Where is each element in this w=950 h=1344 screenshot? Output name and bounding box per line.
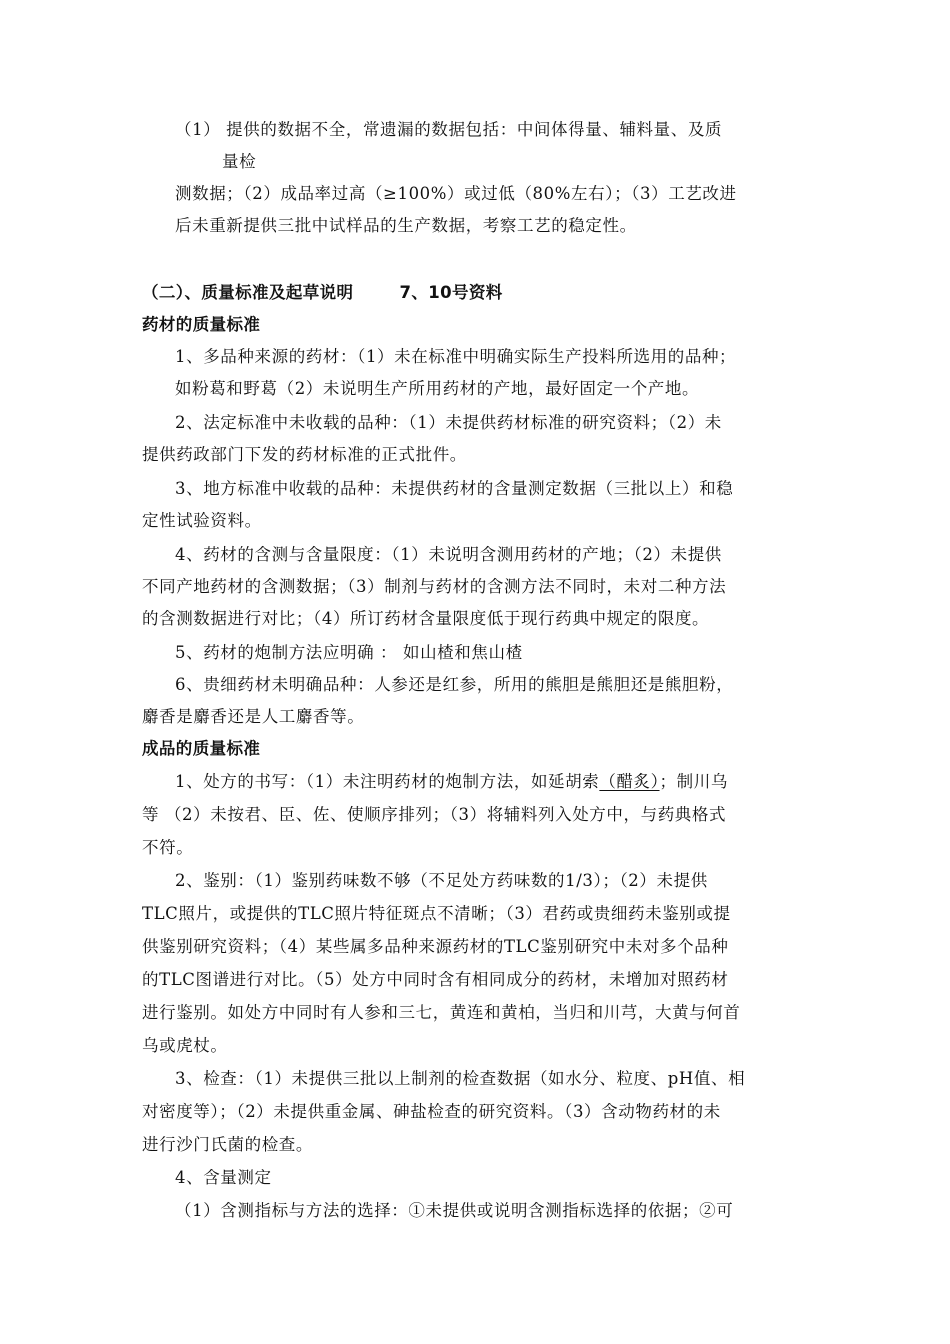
text-line: TLC照片，或提供的TLC照片特征斑点不清晰；（3）君药或贵细药未鉴别或提: [142, 904, 731, 923]
text-line: （1）含测指标与方法的选择：①未提供或说明含测指标选择的依据；②可: [175, 1201, 734, 1220]
text-line: （1） 提供的数据不全，常遗漏的数据包括：中间体得量、辅料量、及质: [175, 120, 723, 139]
text-line: 2、鉴别：（1）鉴别药味数不够（不足处方药味数的1/3）；（2）未提供: [175, 871, 708, 890]
section-title: （二）、质量标准及起草说明: [142, 283, 354, 302]
text-line: 不符。: [142, 838, 194, 857]
text-line: 5、药材的炮制方法应明确 ： 如山楂和焦山楂: [175, 643, 523, 662]
text-line: 3、地方标准中收载的品种：未提供药材的含量测定数据（三批以上）和稳: [175, 479, 734, 498]
text-line: 后未重新提供三批中试样品的生产数据，考察工艺的稳定性。: [175, 216, 637, 235]
text-line: 的TLC图谱进行对比。（5）处方中同时含有相同成分的药材，未增加对照药材: [142, 970, 729, 989]
text-line: 提供药政部门下发的药材标准的正式批件。: [142, 445, 467, 464]
section-reference: 7、10号资料: [399, 283, 503, 302]
underlined-text: （醋炙）: [599, 772, 660, 791]
text-line: 3、检查：（1）未提供三批以上制剂的检查数据（如水分、粒度、pH值、相: [175, 1069, 746, 1088]
text-line: 不同产地药材的含测数据；（3）制剂与药材的含测方法不同时，未对二种方法: [142, 577, 727, 596]
text-line: 进行沙门氏菌的检查。: [142, 1135, 313, 1154]
subsection-heading: 药材的质量标准: [142, 315, 261, 334]
subsection-heading: 成品的质量标准: [142, 739, 261, 758]
text-segment: ；制川乌: [659, 772, 728, 791]
text-line: 2、法定标准中未收载的品种：（1）未提供药材标准的研究资料；（2）未: [175, 413, 722, 432]
text-line: 量检: [222, 152, 257, 171]
text-line: 如粉葛和野葛（2）未说明生产所用药材的产地，最好固定一个产地。: [175, 379, 700, 398]
text-line: 4、含量测定: [175, 1168, 272, 1187]
text-line: 1、多品种来源的药材：（1）未在标准中明确实际生产投料所选用的品种；: [175, 347, 737, 366]
text-line: 定性试验资料。: [142, 511, 262, 530]
text-segment: 1、处方的书写：（1）未注明药材的炮制方法，如延胡索: [175, 772, 600, 791]
text-line: 测数据；（2）成品率过高（≥100%）或过低（80%左右）；（3）工艺改进: [175, 184, 737, 203]
text-line: 乌或虎杖。: [142, 1036, 228, 1055]
text-line: 等 （2）未按君、臣、佐、使顺序排列；（3）将辅料列入处方中，与药典格式: [142, 805, 727, 824]
section-heading: [142, 281, 503, 305]
text-line: 对密度等）；（2）未提供重金属、砷盐检查的研究资料。（3）含动物药材的未: [142, 1102, 721, 1121]
text-line: 4、药材的含测与含量限度：（1）未说明含测用药材的产地；（2）未提供: [175, 545, 722, 564]
text-line: 麝香是麝香还是人工麝香等。: [142, 707, 365, 726]
text-line: 进行鉴别。如处方中同时有人参和三七，黄连和黄柏，当归和川芎，大黄与何首: [142, 1003, 741, 1022]
text-line: 的含测数据进行对比；（4）所订药材含量限度低于现行药典中规定的限度。: [142, 609, 710, 628]
text-line: 6、贵细药材未明确品种：人参还是红参，所用的熊胆是熊胆还是熊胆粉，: [175, 675, 734, 694]
text-line: [175, 770, 728, 794]
text-line: 供鉴别研究资料；（4）某些属多品种来源药材的TLC鉴别研究中未对多个品种: [142, 937, 729, 956]
